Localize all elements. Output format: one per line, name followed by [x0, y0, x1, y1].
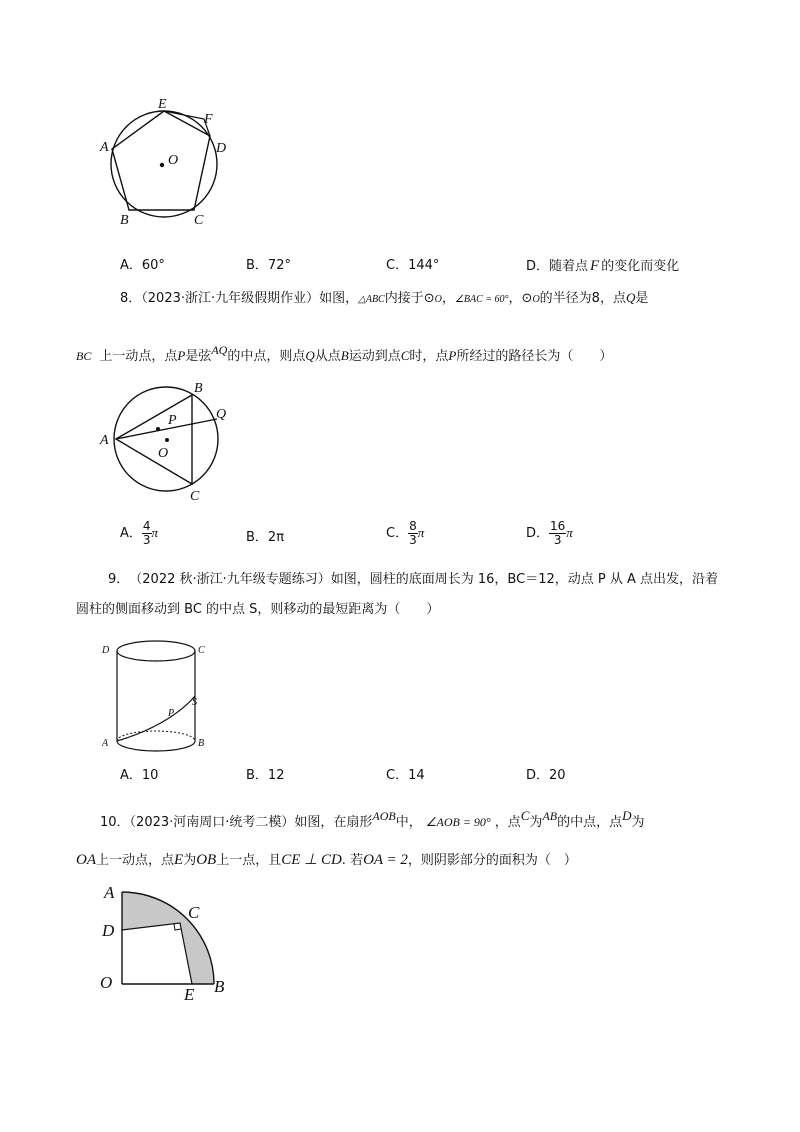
- q8-text: ，: [441, 291, 455, 306]
- q10-text: 上一动点，点: [96, 853, 175, 868]
- q9-option-c[interactable]: C．14: [386, 768, 425, 783]
- q8-circle-o: O: [434, 294, 442, 305]
- q8-text: ，: [508, 291, 522, 306]
- q8-option-c-label: C．: [386, 526, 409, 541]
- q8-text: 时，点: [409, 349, 449, 364]
- q8-option-a[interactable]: [120, 520, 158, 547]
- q10-stem-line2: [76, 850, 577, 871]
- q8-text: 运动到点: [348, 349, 401, 364]
- q8-text: 是弦: [185, 349, 212, 364]
- q8-var-q: Q: [625, 290, 636, 305]
- q8-var-c: C: [400, 348, 410, 363]
- q8-option-c-den: 3: [409, 533, 417, 547]
- q8-text: 内接于: [384, 291, 424, 306]
- q9-figure: [98, 636, 218, 752]
- q8-option-d-label: D．: [526, 526, 550, 541]
- q8-var-p2: P: [448, 348, 457, 363]
- q9-label-c: C: [198, 645, 205, 656]
- q9-option-b[interactable]: B．12: [246, 768, 285, 783]
- q10-text: 上一点，且: [216, 853, 282, 868]
- q8-option-a-num: 4: [142, 519, 151, 533]
- q7-label-f: F: [204, 112, 213, 127]
- q8-arc-bc: BC: [76, 349, 92, 363]
- q10-text: 为: [631, 815, 645, 830]
- q8-circle-o2: O: [532, 294, 540, 305]
- q8-option-a-pi: π: [151, 525, 159, 540]
- q10-oa-value: OA = 2: [363, 852, 408, 868]
- q10-label-a: A: [104, 883, 115, 902]
- q8-stem-line1: 8．（2023·浙江·九年级假期作业）如图，△ABC内接于⊙O，∠BAC = 60°，⊙O的半径为8，点Q是: [120, 290, 649, 306]
- q8-var-p: P: [177, 348, 186, 363]
- q8-text: 上一动点，点: [99, 349, 178, 364]
- q9-stem-line1: 9． （2022 秋·浙江·九年级专题练习）如图，圆柱的底面周长为 16，BC＝12，动点 P 从 A 点出发，沿着: [108, 572, 718, 587]
- q10-var-c: C: [520, 808, 530, 823]
- q8-option-d-den: 3: [553, 533, 562, 547]
- q9-stem-line2: 圆柱的侧面移动到 BC 的中点 S，则移动的最短距离为（ ）: [76, 602, 440, 617]
- q10-angle: ∠AOB = 90°: [425, 815, 491, 829]
- q9-label-b: B: [198, 738, 205, 749]
- q7-option-d-var: F: [590, 258, 600, 274]
- q9-label-a: A: [102, 738, 109, 749]
- q8-figure: [98, 376, 238, 506]
- q10-text: 为: [529, 815, 543, 830]
- q8-text: 的中点，则点: [227, 349, 306, 364]
- q10-perp: CE ⊥ CD: [281, 852, 342, 868]
- q10-var-ob: OB: [196, 852, 217, 868]
- q7-label-a: A: [100, 140, 109, 155]
- q7-label-d: D: [216, 141, 227, 156]
- q10-text: ，则阴影部分的面积为（ ）: [407, 853, 577, 868]
- q9-label-d: D: [102, 645, 110, 656]
- q10-label-d: D: [102, 921, 115, 940]
- q7-option-d-prefix: D．随着点: [526, 259, 589, 274]
- q8-label-p: P: [168, 413, 177, 428]
- q8-var-b: B: [340, 348, 349, 363]
- q10-figure: [96, 880, 236, 1000]
- q8-triangle: ABC: [365, 294, 385, 305]
- q10-text: 的中点，点: [557, 815, 623, 830]
- q8-text: 的半径为8，点: [539, 291, 626, 306]
- q8-angle: ∠BAC = 60°: [454, 294, 509, 305]
- q8-number: 8．: [120, 291, 142, 306]
- q7-label-o: O: [168, 153, 179, 168]
- q10-var-oa: OA: [76, 852, 96, 868]
- q8-label-a: A: [100, 433, 109, 448]
- q10-label-o: O: [100, 973, 113, 992]
- q8-text: 是: [635, 291, 649, 306]
- q8-label-c: C: [190, 489, 200, 504]
- q7-option-b[interactable]: B．72°: [246, 258, 291, 273]
- q8-option-c-num: 8: [409, 519, 417, 533]
- q8-option-c[interactable]: [386, 520, 424, 547]
- q9-option-d[interactable]: D．20: [526, 768, 566, 783]
- q10-source: （2023·河南周口·统考二模）如图，在扇形: [129, 815, 373, 830]
- q7-option-d[interactable]: [526, 256, 679, 277]
- q10-label-b: B: [214, 977, 225, 996]
- q10-text: 中，: [395, 815, 422, 830]
- q8-option-d-pi: π: [566, 525, 573, 540]
- q9-option-a[interactable]: A．10: [120, 768, 159, 783]
- q8-text: 从点: [314, 349, 341, 364]
- q7-option-a[interactable]: A．60°: [120, 258, 165, 273]
- q7-label-c: C: [194, 213, 204, 228]
- q8-option-a-label: A．: [120, 526, 142, 541]
- q7-label-e: E: [158, 97, 167, 112]
- q8-source: （2023·浙江·九年级假期作业）如图，: [141, 291, 359, 306]
- q8-stem-line2: [76, 340, 612, 367]
- q10-var-aob: AOB: [372, 809, 396, 823]
- q8-option-c-pi: π: [417, 525, 425, 540]
- q8-var-aq: AQ: [211, 343, 228, 357]
- q7-option-d-suffix: 的变化而变化: [601, 259, 680, 274]
- q7-figure: [98, 92, 248, 232]
- q8-option-d[interactable]: [526, 520, 573, 547]
- q8-text: 所经过的路径长为（ ）: [456, 349, 613, 364]
- q10-var-d: D: [622, 808, 632, 823]
- q10-number: 10．: [100, 815, 130, 830]
- q8-label-b: B: [194, 381, 203, 396]
- q9-label-p: P: [168, 708, 175, 719]
- q8-option-d-num: 16: [550, 519, 566, 533]
- q8-label-q: Q: [216, 407, 227, 422]
- q8-label-o: O: [158, 446, 169, 461]
- q8-var-q2: Q: [305, 348, 315, 363]
- q10-stem-line1: [100, 806, 645, 833]
- q10-text: ，点: [494, 815, 521, 830]
- q10-arc-ab: AB: [542, 809, 558, 823]
- q7-label-b: B: [120, 213, 129, 228]
- q8-option-a-den: 3: [142, 533, 151, 547]
- q10-label-c: C: [188, 903, 200, 922]
- q10-label-e: E: [184, 985, 195, 1000]
- q10-text: 为: [183, 853, 197, 868]
- q10-var-e: E: [174, 852, 184, 868]
- q7-option-c[interactable]: C．144°: [386, 258, 440, 273]
- q9-label-s: S: [192, 697, 197, 708]
- q8-option-b[interactable]: B．2π: [246, 530, 285, 545]
- q10-text: . 若: [341, 853, 364, 868]
